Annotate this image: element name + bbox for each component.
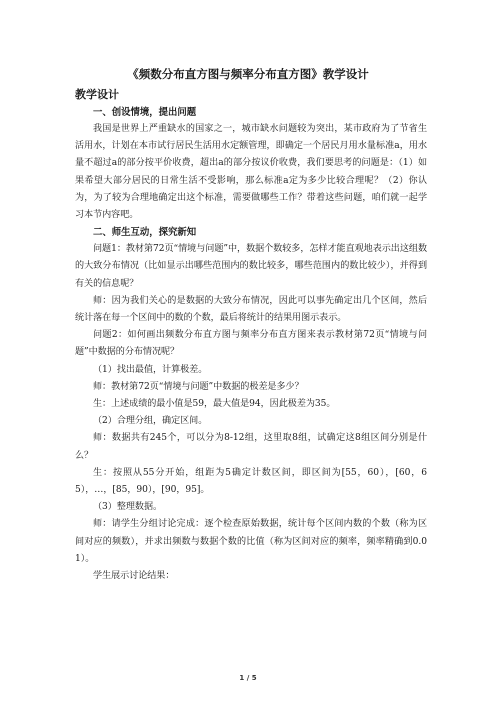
- student-results-label: 学生展示讨论结果：: [93, 571, 175, 582]
- teaching-design-heading: 教学设计: [75, 88, 119, 101]
- student-answer-range: 生：上述成绩的最小值是59，最大值是94，因此极差为35。: [93, 399, 336, 410]
- section-2-title: 二、师生互动，探究新知: [93, 227, 197, 239]
- teacher-question-groups: 师：数据共有245个，可以分为8-12组，这里取8组，试确定这8组区间分别是什么？: [75, 433, 427, 461]
- step-2-label: （2）合理分组，确定区间。: [93, 416, 208, 427]
- question-1-paragraph: 问题1：教材第72页“情境与问题”中，数据个数较多，怎样才能直观地表示出这组数的大致分布情况（比如显示出哪些范围内的数比较多，哪些范围内的数比较少），并得到有关的信息呢？: [75, 244, 427, 289]
- teacher-instruction-paragraph: 师：请学生分组讨论完成：逐个检查原始数据，统计每个区间内数的个数（称为区间对应的频数），并求出频数与数据个数的比值（称为区间对应的频率，频率精确到0.01）。: [75, 519, 427, 564]
- section-1-paragraph: 我国是世界上严重缺水的国家之一，城市缺水问题较为突出，某市政府为了节省生活用水，计划在本市试行居民生活用水定额管理，即确定一个居民月用水量标准a，用水量不超过a的部分按平价收费，超出a的部分按议价收费，我们要思考的问题是：（1）如果希望大部分居民的日常生活不受影响，那么标准a定为多少比较合理呢？（2）你认为，为了较为合理地确定出这个标准，需要做哪些工作？带着这些问题，咱们就一起学习本节内容吧。: [75, 124, 427, 221]
- question-2-paragraph: 问题2：如何画出频数分布直方图与频率分布直方图来表示教材第72页“情境与问题”中数据的分布情况呢？: [75, 330, 427, 358]
- student-answer-groups: 生：按照从55分开始，组距为5确定计数区间，即区间为[55，60），[60，65），…，[85，90），[90，95]。: [75, 467, 427, 496]
- document-title: 《频数分布直方图与频率分布直方图》教学设计: [127, 67, 369, 81]
- document-body: [75, 86, 427, 585]
- page-number: 1 / 5: [239, 674, 257, 682]
- teacher-answer-paragraph: 师：因为我们关心的是数据的大致分布情况，因此可以事先确定出几个区间，然后统计落在每一个区间中的数的个数，最后将统计的结果用图示表示。: [75, 295, 427, 324]
- step-1-label: （1）找出最值，计算极差。: [93, 364, 208, 375]
- step-3-label: （3）整理数据。: [93, 502, 163, 513]
- teacher-question-range: 师：教材第72页“情境与问题”中数据的极差是多少？: [93, 381, 304, 392]
- section-1-title: 一、创设情境，提出问题: [93, 107, 197, 118]
